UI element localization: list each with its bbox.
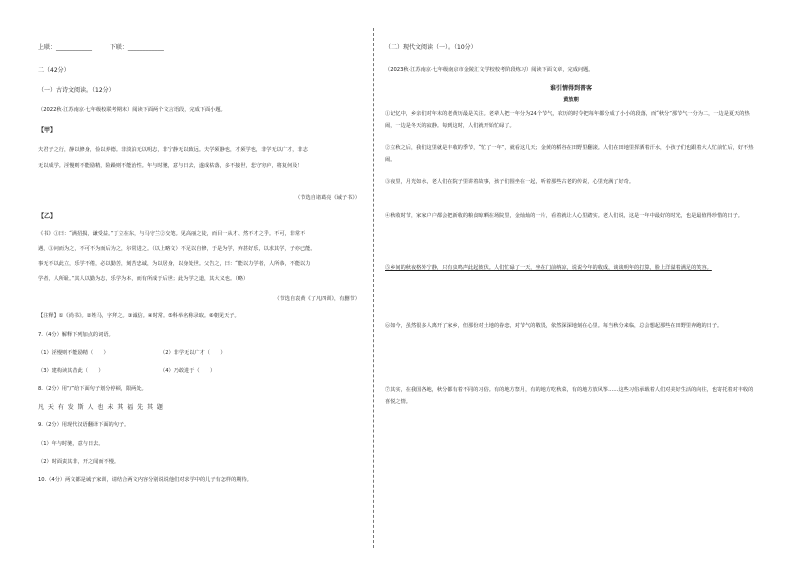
- yi-line: 遇，③问而为之，不可不为而后为之，尔常进之。（以上略文）不足以自修，于是为学，弃甚好乐，以求其学，子亦已能。: [38, 246, 316, 252]
- article-paragraph: ⑦其实，在我国各地，秋分都有着不同的习俗。有的地方祭月，有的地方吃秋菜，有的地方放风筝……这些习俗承载着人们对美好生活的向往，也寄托着对丰收的喜悦之情。: [385, 387, 754, 406]
- article-paragraph: ②立秋之后，我们这里就是丰收的季节，“忙了一年”，就看这几天；金黄的稻谷在田野里翻滚。人们在田地里挥洒着汗水，小孩子们也跟着大人忙前忙后，好不热闹。: [385, 145, 754, 164]
- question-7-item: （4）乃敢进于（ ）: [160, 368, 216, 374]
- yi-line: 学者，人所耻。”其人以勤为志，乐学为本，而有所成于后世；此为学之道，其大义也。（略）: [38, 276, 249, 282]
- jia-label: 【甲】: [38, 127, 57, 134]
- question-8-sentence: 凡 天 有 发 斯 人 也 未 其 福 先 其 题: [38, 404, 164, 411]
- class-blank: ____________: [56, 44, 93, 51]
- question-7-item: （2）非学无以广才（ ）: [160, 350, 226, 356]
- section-title: 二（42分）: [38, 67, 70, 74]
- article-paragraph: ①记忆中，乡亲们对年末的老黄历最是关注。老辈人把一年分为24个节气，农历的时令把每年都分成了小小的段落，而“秋分”那节气一分为二，一边是夏天的热闹，一边是冬天的寂静。每到这时，人们就开始忙碌了。: [385, 111, 750, 130]
- class-field: [38, 43, 164, 52]
- jia-line: 无以成学。淫慢则不能励精，险躁则不能治性。年与时驰，意与日去，遂成枯落，多不接世，悲守穷庐，将复何及！: [38, 163, 303, 169]
- article-paragraph: ⑥如今，虽然很多人离开了家乡，但那份对土地的眷恋，对节气的敬畏，依然深深地刻在心里。每当秋分来临，总会想起那些在田野里奔跑的日子。: [385, 323, 723, 329]
- source-note: （2023秋·江苏南京·七年级南京市金陵汇文学校校考阶段练习）阅读下面文章，完成问题。: [385, 67, 594, 73]
- question-9: 9.（2分）用现代汉语翻译下面的句子。: [38, 422, 130, 428]
- question-7: 7.（4分）解释下列加点的词语。: [38, 332, 114, 338]
- name-blank: ____________: [127, 44, 164, 51]
- article-paragraph-underlined: ⑤乡间的秋夜格外宁静，只有虫鸣声此起彼伏。人们忙碌了一天，坐在门前纳凉，说说今年的收成，谈谈明年的打算，脸上洋溢着满足的笑容。: [385, 265, 712, 271]
- part1-title: （一）古诗文阅读。（12分）: [38, 87, 115, 94]
- column-divider: [373, 28, 374, 548]
- part2-title: （二）现代文阅读（一）。（10分）: [385, 44, 477, 51]
- jia-line: 夫君子之行，静以修身，俭以养德。非淡泊无以明志，非宁静无以致远。夫学须静也，才须学也，非学无以广才，非志: [38, 147, 308, 153]
- question-8: 8.（2分）用“/”给下面句子划分停顿，限两处。: [38, 386, 147, 392]
- source-note: （2022秋·江苏南京·七年级校联考期末）阅读下面两个文言语段，完成下面小题。: [38, 107, 226, 113]
- question-10: 10.（4分）两文都是诫子家训，请结合两文内容分别说说他们对求学中的儿子有怎样的期待。: [38, 477, 252, 483]
- class-label: 上联：: [38, 44, 57, 51]
- yi-line: 事无不以此立，乐学不倦，必以勤苦，刻苦忠诚，为以居身，以身处世。父告之，曰：“能以力学者，人所恭，不能以力: [38, 261, 311, 267]
- article-paragraph: ④秋收时节，家家户户都会把新收的粮食晾晒在场院里，金灿灿的一片，看着就让人心里踏实。老人们说，这是一年中最好的时光，也是最值得珍惜的日子。: [385, 213, 743, 219]
- question-7-item: （3）建构读其昔此（ ）: [38, 368, 104, 374]
- yi-source: （节选自袁黄《了凡四训》，有删节）: [274, 296, 360, 302]
- article-title: 谁引情得到普客: [549, 85, 592, 92]
- question-7-item: （1）淫慢则不能励精（ ）: [38, 350, 109, 356]
- jia-source: （节选自诸葛亮《诫子书》）: [295, 195, 360, 201]
- article-paragraph: ③夜里，月光如水，老人们在院子里讲着故事，孩子们围坐在一起，听着那些古老的传说，心里充满了好奇。: [385, 179, 635, 185]
- annotation-note: 【注释】①《尚书》。②姓马，字拜之。③诚信。④时常。⑤科举名称录取。⑥朝见天子。: [38, 313, 240, 319]
- question-9-item: （2）时面责其非，开之闻而不慢。: [38, 459, 120, 465]
- name-label: 下联：: [109, 44, 128, 51]
- question-9-item: （1）年与时驰，意与日去。: [38, 441, 104, 447]
- yi-line: 《书》①曰：“满招损，谦受益。”丁立在东，与马守兰②交笔。见高丽之徒，而目一从才、然不才之乎。不可，非常不: [38, 231, 306, 237]
- article-author: 黄放朝: [563, 97, 579, 103]
- yi-label: 【乙】: [38, 213, 57, 220]
